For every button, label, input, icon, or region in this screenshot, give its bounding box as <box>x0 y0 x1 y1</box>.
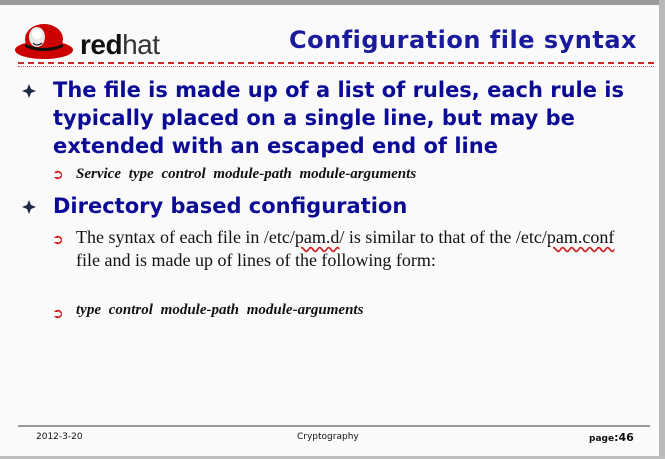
bullet-1 <box>22 76 652 160</box>
bullet-2-subitem-1 <box>76 226 636 272</box>
redhat-logo <box>14 17 184 67</box>
title-divider-secondary <box>18 66 654 67</box>
diamond-bullet-icon <box>22 200 36 214</box>
bullet-1-subitem: Service type control module-path module-arguments <box>76 166 417 182</box>
slide-title: Configuration file syntax <box>289 26 637 54</box>
page-number: :46 <box>614 431 634 444</box>
subitem-underlined-text: pam.conf <box>546 227 615 247</box>
subitem-text: file and is made up of lines of the following form: <box>76 250 436 270</box>
logo-wordmark <box>80 29 160 61</box>
bullet-2-text: Directory based configuration <box>53 194 408 218</box>
subitem-text: The syntax of each file in /etc/ <box>76 227 295 247</box>
footer-topic: Cryptography <box>297 432 359 442</box>
top-border <box>0 0 665 5</box>
title-divider <box>18 62 654 64</box>
subitem-text: / is similar to that of the /etc/ <box>339 227 547 247</box>
logo-text-bold: red <box>80 29 123 60</box>
arrow-bullet-icon: ➲ <box>52 167 64 183</box>
bullet-2 <box>22 192 652 220</box>
page-label: page <box>589 434 615 444</box>
bullet-1-text: The file is made up of a list of rules, each rule is typically placed on a single line, but may be extended with an escaped end of line <box>53 78 624 158</box>
shadowman-hat-icon <box>14 17 76 63</box>
arrow-bullet-icon: ➲ <box>52 232 64 248</box>
subitem-underlined-text: pam.d <box>294 227 340 247</box>
diamond-bullet-icon <box>22 84 36 98</box>
footer-divider <box>18 425 650 427</box>
footer-page <box>589 431 634 444</box>
right-border <box>659 0 665 459</box>
arrow-bullet-icon: ➲ <box>52 306 64 322</box>
logo-text-normal: hat <box>122 29 160 60</box>
footer-date: 2012-3-20 <box>36 432 83 442</box>
bullet-2-subitem-2: type control module-path module-arguments <box>76 302 364 318</box>
